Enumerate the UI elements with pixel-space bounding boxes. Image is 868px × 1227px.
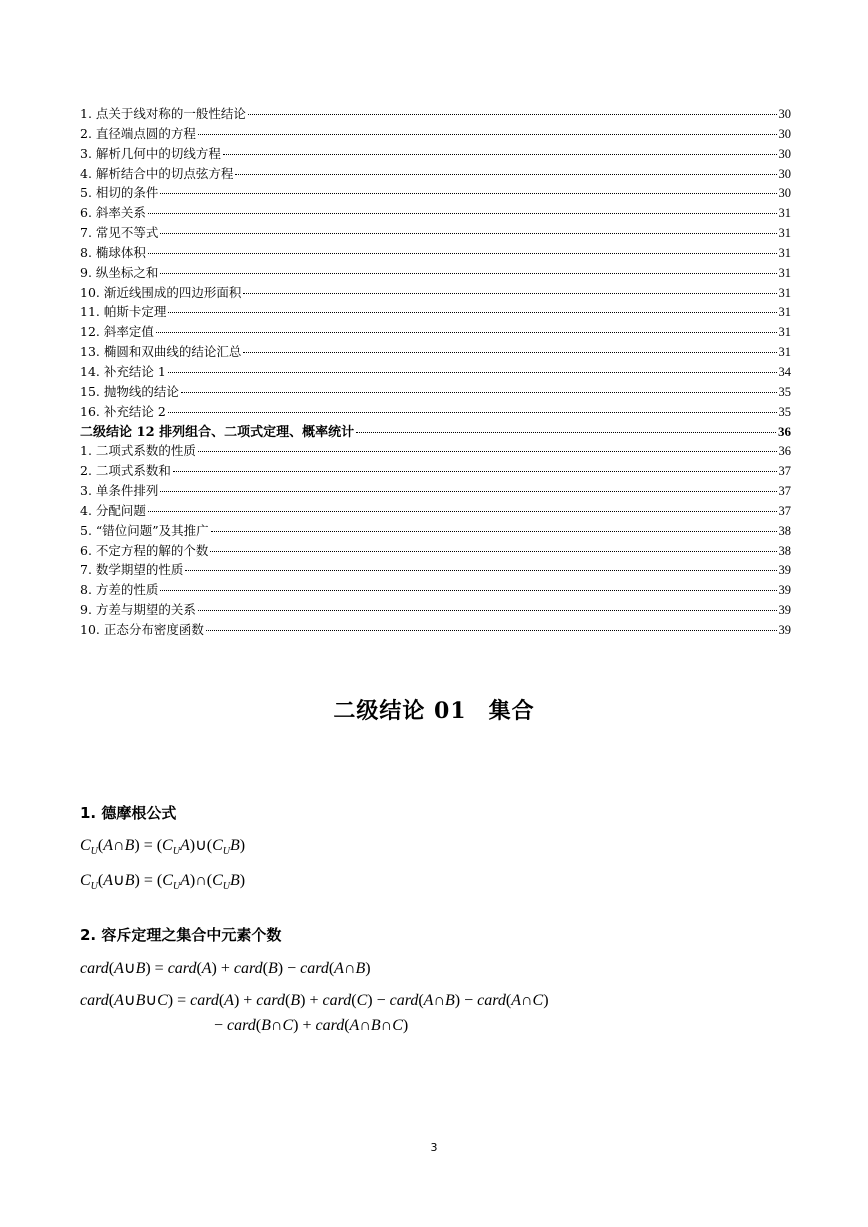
chapter-prefix: 二级结论 01: [333, 698, 467, 724]
toc-dot-leader: [248, 113, 777, 115]
toc-entry-label: 11. 帕斯卡定理: [80, 304, 167, 320]
toc-entry[interactable]: [80, 302, 791, 322]
toc-entry-page: 36: [778, 444, 791, 459]
toc-dot-leader: [173, 470, 777, 472]
toc-entry[interactable]: [80, 441, 791, 461]
toc-dot-leader: [160, 589, 776, 591]
toc-entry-label: 3. 单条件排列: [80, 483, 159, 499]
toc-entry-page: 31: [778, 325, 791, 340]
toc-dot-leader: [160, 232, 776, 234]
toc-entry-page: 31: [778, 305, 791, 320]
toc-entry[interactable]: [80, 243, 791, 263]
toc-dot-leader: [185, 569, 776, 571]
toc-entry-label: 2. 二项式系数和: [80, 463, 171, 479]
toc-entry-label: 12. 斜率定值: [80, 324, 154, 340]
toc-dot-leader: [243, 292, 776, 294]
section-heading-de-morgan: 1. 德摩根公式: [80, 804, 177, 822]
toc-dot-leader: [181, 391, 777, 393]
toc-entry-label: 5. “错位问题”及其推广: [80, 522, 209, 538]
toc-dot-leader: [211, 530, 777, 532]
toc-entry-page: 31: [778, 265, 791, 280]
toc-entry[interactable]: [80, 164, 791, 184]
toc-entry-page: 39: [778, 603, 791, 618]
toc-dot-leader: [168, 311, 776, 313]
toc-entry-page: 30: [778, 166, 791, 181]
toc-entry[interactable]: [80, 620, 791, 640]
toc-entry-page: 39: [778, 563, 791, 578]
toc-entry[interactable]: [80, 223, 791, 243]
toc-entry[interactable]: [80, 501, 791, 521]
toc-entry-label: 4. 分配问题: [80, 502, 146, 518]
toc-entry-page: 31: [778, 285, 791, 300]
toc-entry[interactable]: [80, 560, 791, 580]
toc-dot-leader: [148, 510, 777, 512]
toc-entry[interactable]: [80, 481, 791, 501]
toc-entry[interactable]: [80, 362, 791, 382]
toc-entry[interactable]: [80, 580, 791, 600]
toc-entry-page: 30: [778, 146, 791, 161]
toc-entry[interactable]: [80, 183, 791, 203]
toc-entry-label: 1. 二项式系数的性质: [80, 443, 196, 459]
toc-entry-label: 13. 椭圆和双曲线的结论汇总: [80, 344, 242, 360]
toc-entry[interactable]: [80, 104, 791, 124]
table-of-contents: [80, 104, 791, 640]
toc-entry-page: 34: [778, 364, 791, 379]
toc-entry[interactable]: [80, 461, 791, 481]
toc-entry[interactable]: [80, 203, 791, 223]
toc-entry-label: 8. 椭球体积: [80, 244, 146, 260]
toc-entry-page: 37: [778, 503, 791, 518]
toc-dot-leader: [210, 550, 776, 552]
toc-entry[interactable]: [80, 541, 791, 561]
toc-entry[interactable]: [80, 124, 791, 144]
toc-entry-label: 3. 解析几何中的切线方程: [80, 145, 221, 161]
toc-dot-leader: [235, 173, 776, 175]
toc-entry-page: 30: [778, 107, 791, 121]
toc-entry-page: 35: [778, 404, 791, 419]
toc-dot-leader: [168, 411, 777, 413]
toc-dot-leader: [356, 431, 776, 433]
toc-entry-label: 15. 抛物线的结论: [80, 383, 179, 399]
formula-de-morgan-1: $C_U(A\cap B)$ = $(C_UA)\cup(C_UB)$: [80, 837, 246, 858]
toc-entry-page: 35: [778, 384, 791, 399]
toc-entry[interactable]: [80, 263, 791, 283]
section-heading-inclusion-exclusion: 2. 容斥定理之集合中元素个数: [80, 926, 282, 944]
toc-entry[interactable]: [80, 144, 791, 164]
toc-entry-page: 39: [778, 583, 791, 598]
toc-entry-page: 31: [778, 206, 791, 221]
toc-dot-leader: [198, 609, 777, 611]
toc-entry[interactable]: [80, 422, 791, 442]
formula-inclusion-exclusion-2: card(A∪B) = card(A) + card(B) − card(A∩B): [80, 960, 371, 977]
toc-entry-label: 5. 相切的条件: [80, 185, 159, 201]
toc-entry-page: 31: [778, 226, 791, 241]
toc-dot-leader: [156, 331, 777, 333]
formula-inclusion-exclusion-3a: card(A∪B∪C) = card(A) + card(B) + card(C) − card(A∩B) − card(A∩C): [80, 992, 549, 1009]
toc-entry-page: 36: [778, 423, 791, 439]
toc-dot-leader: [160, 490, 776, 492]
toc-dot-leader: [243, 351, 776, 353]
toc-entry-page: 38: [778, 523, 791, 538]
toc-entry-label: 16. 补充结论 2: [80, 403, 166, 419]
toc-dot-leader: [223, 153, 777, 155]
toc-dot-leader: [168, 371, 777, 373]
toc-entry-page: 31: [778, 245, 791, 260]
toc-entry-label: 9. 方差与期望的关系: [80, 602, 196, 618]
toc-entry-label: 2. 直径端点圆的方程: [80, 125, 196, 141]
toc-entry[interactable]: [80, 283, 791, 303]
toc-entry-page: 30: [778, 186, 791, 201]
toc-entry[interactable]: [80, 521, 791, 541]
toc-dot-leader: [160, 272, 776, 274]
toc-dot-leader: [148, 212, 777, 214]
toc-entry-label: 9. 纵坐标之和: [80, 264, 159, 280]
toc-dot-leader: [160, 192, 776, 194]
toc-entry[interactable]: [80, 342, 791, 362]
toc-entry-label: 10. 正态分布密度函数: [80, 621, 204, 637]
toc-entry-label: 10. 渐近线围成的四边形面积: [80, 284, 242, 300]
toc-entry-page: 30: [778, 126, 791, 141]
toc-dot-leader: [148, 252, 777, 254]
toc-entry-label: 6. 斜率关系: [80, 205, 146, 221]
toc-entry[interactable]: [80, 402, 791, 422]
toc-dot-leader: [198, 450, 777, 452]
toc-entry-label: 4. 解析结合中的切点弦方程: [80, 165, 234, 181]
toc-entry-label: 二级结论 12 排列组合、二项式定理、概率统计: [80, 424, 355, 440]
page-number: 3: [430, 1141, 438, 1154]
toc-entry[interactable]: [80, 322, 791, 342]
toc-entry-page: 39: [778, 622, 791, 637]
toc-entry-page: 37: [778, 464, 791, 479]
toc-entry-label: 7. 常见不等式: [80, 225, 159, 241]
toc-entry-label: 6. 不定方程的解的个数: [80, 542, 209, 558]
toc-entry-page: 37: [778, 484, 791, 499]
toc-entry-page: 31: [778, 345, 791, 360]
toc-entry-page: 38: [778, 543, 791, 558]
toc-entry[interactable]: [80, 600, 791, 620]
chapter-name: 集合: [488, 698, 535, 724]
formula-de-morgan-2: $C_U(A\cup B)$ = $(C_UA)\cap(C_UB)$: [80, 872, 246, 893]
formula-inclusion-exclusion-3b: − card(B∩C) + card(A∩B∩C): [214, 1017, 409, 1034]
toc-entry[interactable]: [80, 382, 791, 402]
toc-dot-leader: [198, 133, 777, 135]
toc-entry-label: 8. 方差的性质: [80, 582, 159, 598]
toc-entry-label: 1. 点关于线对称的一般性结论: [80, 106, 246, 121]
toc-entry-label: 14. 补充结论 1: [80, 363, 166, 379]
toc-entry-label: 7. 数学期望的性质: [80, 562, 184, 578]
toc-dot-leader: [206, 629, 777, 631]
chapter-title: [0, 694, 868, 725]
